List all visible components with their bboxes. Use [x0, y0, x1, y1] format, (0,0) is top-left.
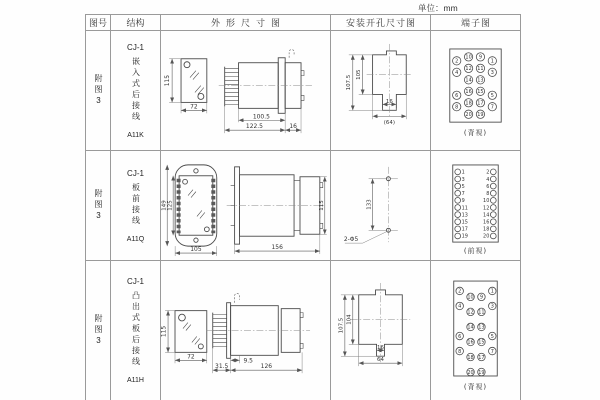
svg-text:13: 13	[478, 324, 485, 331]
svg-text:4: 4	[455, 70, 459, 77]
terminal-drawing-a11k	[431, 31, 520, 150]
front-dims	[161, 311, 207, 364]
terminal-caption: (背视)	[463, 129, 488, 137]
structure-row1	[111, 31, 161, 151]
svg-text:12: 12	[467, 309, 474, 316]
dim-width: 105	[190, 246, 202, 254]
svg-text:10: 10	[465, 54, 472, 61]
figure-no-text: 附图3	[94, 188, 103, 223]
svg-text:6: 6	[455, 93, 459, 100]
figure-no-row3	[86, 261, 111, 400]
svg-text:15: 15	[461, 219, 468, 226]
model-label: CJ-1	[127, 277, 144, 286]
col-header-terminal: 端子图	[431, 15, 521, 31]
svg-text:17: 17	[478, 354, 485, 361]
dim-depth-socket: 16	[289, 123, 297, 131]
svg-text:1: 1	[461, 169, 465, 176]
outline-cell-row2	[161, 151, 331, 261]
front-view	[175, 311, 207, 353]
svg-text:8: 8	[455, 104, 459, 111]
svg-text:3: 3	[461, 176, 465, 183]
side-dims	[225, 106, 301, 133]
svg-text:19: 19	[478, 369, 485, 376]
spec-table	[85, 14, 521, 400]
outline-cell-row1	[161, 31, 331, 151]
dim-inner-height: 104	[346, 314, 353, 325]
dim-height: 115	[161, 325, 168, 338]
terminal-grid	[455, 169, 496, 240]
terminal-drawing-a11h	[431, 261, 520, 400]
svg-text:16: 16	[465, 89, 472, 96]
figure-no-row1	[86, 31, 111, 151]
dim-hole-spacing: 133	[366, 199, 373, 210]
code-label: A11K	[127, 131, 144, 139]
svg-text:14: 14	[467, 324, 474, 331]
svg-text:7: 7	[490, 104, 494, 111]
svg-text:7: 7	[461, 191, 465, 198]
dim-span: 64	[377, 357, 384, 364]
dim-outer-height: 107.5	[338, 317, 345, 334]
svg-text:14: 14	[483, 212, 490, 219]
svg-text:5: 5	[490, 333, 494, 340]
svg-text:9: 9	[461, 198, 465, 205]
outline-drawing-a11k	[161, 31, 330, 150]
dim-slot-width: 16	[385, 98, 393, 105]
terminal-caption: (背视)	[463, 382, 488, 391]
svg-text:5: 5	[490, 93, 494, 100]
structure-row2	[111, 151, 161, 261]
model-label: CJ-1	[127, 168, 144, 178]
terminal-drawing-a11q	[431, 151, 520, 260]
svg-text:20: 20	[483, 233, 490, 240]
svg-text:1: 1	[490, 58, 494, 65]
svg-text:2: 2	[486, 169, 490, 176]
front-view	[175, 165, 217, 246]
terminal-grid	[456, 287, 496, 376]
svg-text:6: 6	[458, 333, 462, 340]
dim-height-inner: 125	[167, 200, 174, 211]
dim-height: 115	[164, 74, 172, 87]
svg-text:1: 1	[490, 288, 494, 295]
svg-text:12: 12	[465, 66, 472, 73]
col-header-structure: 结构	[111, 15, 161, 31]
terminal-cell-row1	[431, 31, 521, 151]
svg-text:19: 19	[461, 233, 468, 240]
svg-text:16: 16	[467, 339, 474, 346]
unit-label: 单位：mm	[418, 3, 458, 13]
dim-slot-width: 16	[377, 344, 384, 351]
svg-text:3: 3	[490, 70, 494, 77]
mounting-cell-row3	[331, 261, 431, 400]
hook-detail	[289, 50, 294, 58]
svg-text:5: 5	[461, 183, 465, 190]
dim-rear-height: 115	[318, 200, 325, 211]
svg-text:20: 20	[467, 369, 474, 376]
hook-detail	[235, 294, 240, 303]
terminal-caption: (前视)	[463, 246, 488, 255]
svg-text:11: 11	[461, 205, 468, 212]
svg-text:13: 13	[461, 212, 468, 219]
svg-text:12: 12	[483, 205, 490, 212]
svg-text:4: 4	[486, 176, 490, 183]
mounting-cell-row1	[331, 31, 431, 151]
dim-outer-height: 107.5	[345, 74, 352, 91]
svg-text:17: 17	[461, 226, 468, 233]
dim-width: 72	[190, 103, 198, 111]
svg-text:19: 19	[477, 112, 484, 119]
code-label: A11H	[127, 377, 144, 384]
col-header-outline: 外形尺寸图	[161, 15, 331, 31]
svg-text:18: 18	[483, 226, 490, 233]
svg-text:7: 7	[490, 348, 494, 355]
dim-width: 72	[187, 353, 195, 361]
svg-text:18: 18	[465, 100, 472, 107]
dim-depth: 126	[260, 363, 273, 371]
svg-text:11: 11	[477, 66, 484, 73]
mounting-dims	[346, 55, 406, 126]
svg-text:9: 9	[478, 54, 483, 61]
outline-drawing-a11q	[161, 151, 330, 260]
wiring-label: 凸出式板后接线	[131, 291, 141, 368]
terminal-cell-row2	[431, 151, 521, 261]
front-dims	[162, 165, 217, 256]
svg-text:9: 9	[479, 294, 484, 301]
figure-no-text: 附图3	[94, 313, 103, 348]
code-label: A11Q	[126, 235, 145, 243]
outline-drawing-a11h	[161, 261, 330, 400]
svg-text:15: 15	[478, 339, 485, 346]
dim-height-outer: 149	[161, 200, 168, 211]
mounting-drawing-a11k	[331, 31, 430, 150]
wiring-label: 嵌入式后接线	[131, 56, 141, 123]
dim-span: (64)	[383, 120, 395, 127]
svg-text:15: 15	[477, 89, 484, 96]
mounting-cell-row2	[331, 151, 431, 261]
terminal-grid	[453, 53, 497, 119]
svg-text:2: 2	[455, 58, 459, 65]
mounting-drawing-a11q	[331, 151, 430, 260]
mounting-drawing-a11h	[331, 261, 430, 400]
mounting-dims	[344, 179, 388, 243]
svg-text:13: 13	[477, 77, 484, 84]
terminal-block-outline	[454, 281, 498, 376]
col-header-mounting: 安装开孔尺寸图	[331, 15, 431, 31]
svg-text:20: 20	[465, 112, 472, 119]
hole-note: 2-Φ5	[343, 236, 359, 244]
front-view	[181, 59, 207, 103]
dim-depth-body: 100.5	[252, 113, 270, 121]
figure-no-row2	[86, 151, 111, 261]
svg-text:14: 14	[465, 77, 472, 84]
dim-pin-offset: 9.5	[243, 357, 253, 365]
terminal-cell-row3	[431, 261, 521, 400]
outline-cell-row3	[161, 261, 331, 400]
svg-text:8: 8	[486, 191, 490, 198]
dim-pin-length: 31.5	[215, 363, 229, 371]
structure-row3	[111, 261, 161, 400]
svg-text:11: 11	[478, 309, 485, 316]
svg-text:8: 8	[458, 348, 462, 355]
dim-depth: 156	[271, 244, 283, 252]
col-header-figure: 图号	[86, 15, 111, 31]
svg-text:10: 10	[467, 294, 474, 301]
wiring-label: 板前接线	[131, 182, 141, 227]
svg-text:18: 18	[467, 354, 474, 361]
mounting-dims	[338, 295, 402, 366]
model-label: CJ-1	[127, 42, 144, 52]
dim-depth-total: 122.5	[245, 123, 263, 131]
svg-text:10: 10	[483, 198, 490, 205]
svg-text:2: 2	[458, 288, 462, 295]
svg-text:16: 16	[483, 219, 490, 226]
svg-text:6: 6	[486, 183, 490, 190]
figure-no-text: 附图3	[94, 73, 103, 108]
svg-text:17: 17	[477, 100, 484, 107]
dim-inner-height: 105	[356, 69, 363, 80]
svg-text:3: 3	[490, 303, 494, 310]
side-dims	[235, 177, 327, 254]
svg-text:4: 4	[458, 303, 462, 310]
